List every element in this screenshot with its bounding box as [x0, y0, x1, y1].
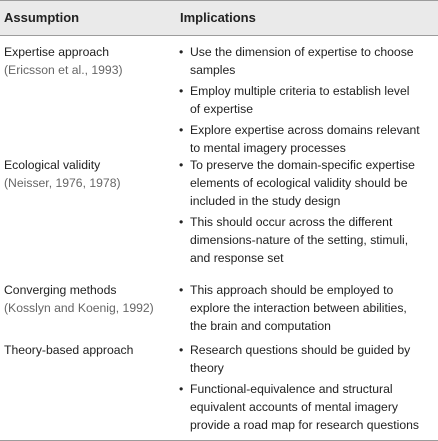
implication-line: Explore expertise across domains relevant [190, 123, 420, 137]
assumption-name: Ecological validity [4, 158, 101, 172]
implication-bullet [178, 156, 436, 210]
implications-cell [178, 43, 436, 160]
implication-line: Functional-equivalence and structural [190, 382, 393, 396]
assumption-citation: (Kosslyn and Koenig, 1992) [4, 301, 154, 315]
implication-line: elements of ecological validity should be [190, 176, 408, 190]
table-row [0, 281, 438, 339]
implication-line: explore the interaction between abilities, [190, 301, 407, 315]
table-row [0, 43, 438, 153]
implication-line: Employ multiple criteria to establish level [190, 84, 410, 98]
implications-cell [178, 156, 436, 270]
implication-bullet [178, 121, 436, 157]
implication-line: theory [190, 361, 224, 375]
implications-cell [178, 281, 436, 338]
implication-line: samples [190, 63, 236, 77]
header-implications: Implications [180, 10, 256, 25]
implications-cell [178, 341, 436, 437]
assumption-cell [4, 156, 174, 192]
bullet-dot-icon: • [179, 123, 184, 137]
implication-bullet [178, 82, 436, 118]
implication-line: This should occur across the different [190, 215, 393, 229]
table-row [0, 156, 438, 278]
assumption-name: Converging methods [4, 283, 117, 297]
assumption-name: Expertise approach [4, 45, 110, 59]
bullet-dot-icon: • [179, 343, 184, 357]
implication-bullet [178, 341, 436, 377]
implication-line: to mental imagery processes [190, 141, 346, 155]
assumption-citation: (Ericsson et al., 1993) [4, 63, 123, 77]
implication-line: This approach should be employed to [190, 283, 394, 297]
bullet-dot-icon: • [179, 215, 184, 229]
implication-line: included in the study design [190, 194, 341, 208]
implication-bullet [178, 43, 436, 79]
implication-line: provide a road map for research questions [190, 418, 419, 432]
table-row [0, 341, 438, 433]
header-assumption: Assumption [4, 10, 80, 25]
implication-line: Use the dimension of expertise to choose [190, 45, 414, 59]
bullet-dot-icon: • [179, 283, 184, 297]
implication-line: Research questions should be guided by [190, 343, 411, 357]
implication-bullet [178, 281, 436, 335]
bullet-dot-icon: • [179, 158, 184, 172]
implication-line: the brain and computation [190, 319, 331, 333]
bullet-dot-icon: • [179, 45, 184, 59]
implication-line: and response set [190, 251, 284, 265]
assumption-name: Theory-based approach [4, 343, 134, 357]
implication-line: equivalent accounts of mental imagery [190, 400, 398, 414]
assumption-cell [4, 281, 174, 317]
implication-line: To preserve the domain-specific expertise [190, 158, 415, 172]
bullet-dot-icon: • [179, 382, 184, 396]
implication-line: dimensions-nature of the setting, stimuli, [190, 233, 409, 247]
table-header [0, 0, 438, 36]
implication-line: of expertise [190, 102, 254, 116]
implication-bullet [178, 213, 436, 267]
implication-bullet [178, 380, 436, 434]
assumption-cell [4, 341, 174, 359]
bullet-dot-icon: • [179, 84, 184, 98]
assumption-cell [4, 43, 174, 79]
assumption-citation: (Neisser, 1976, 1978) [4, 176, 121, 190]
